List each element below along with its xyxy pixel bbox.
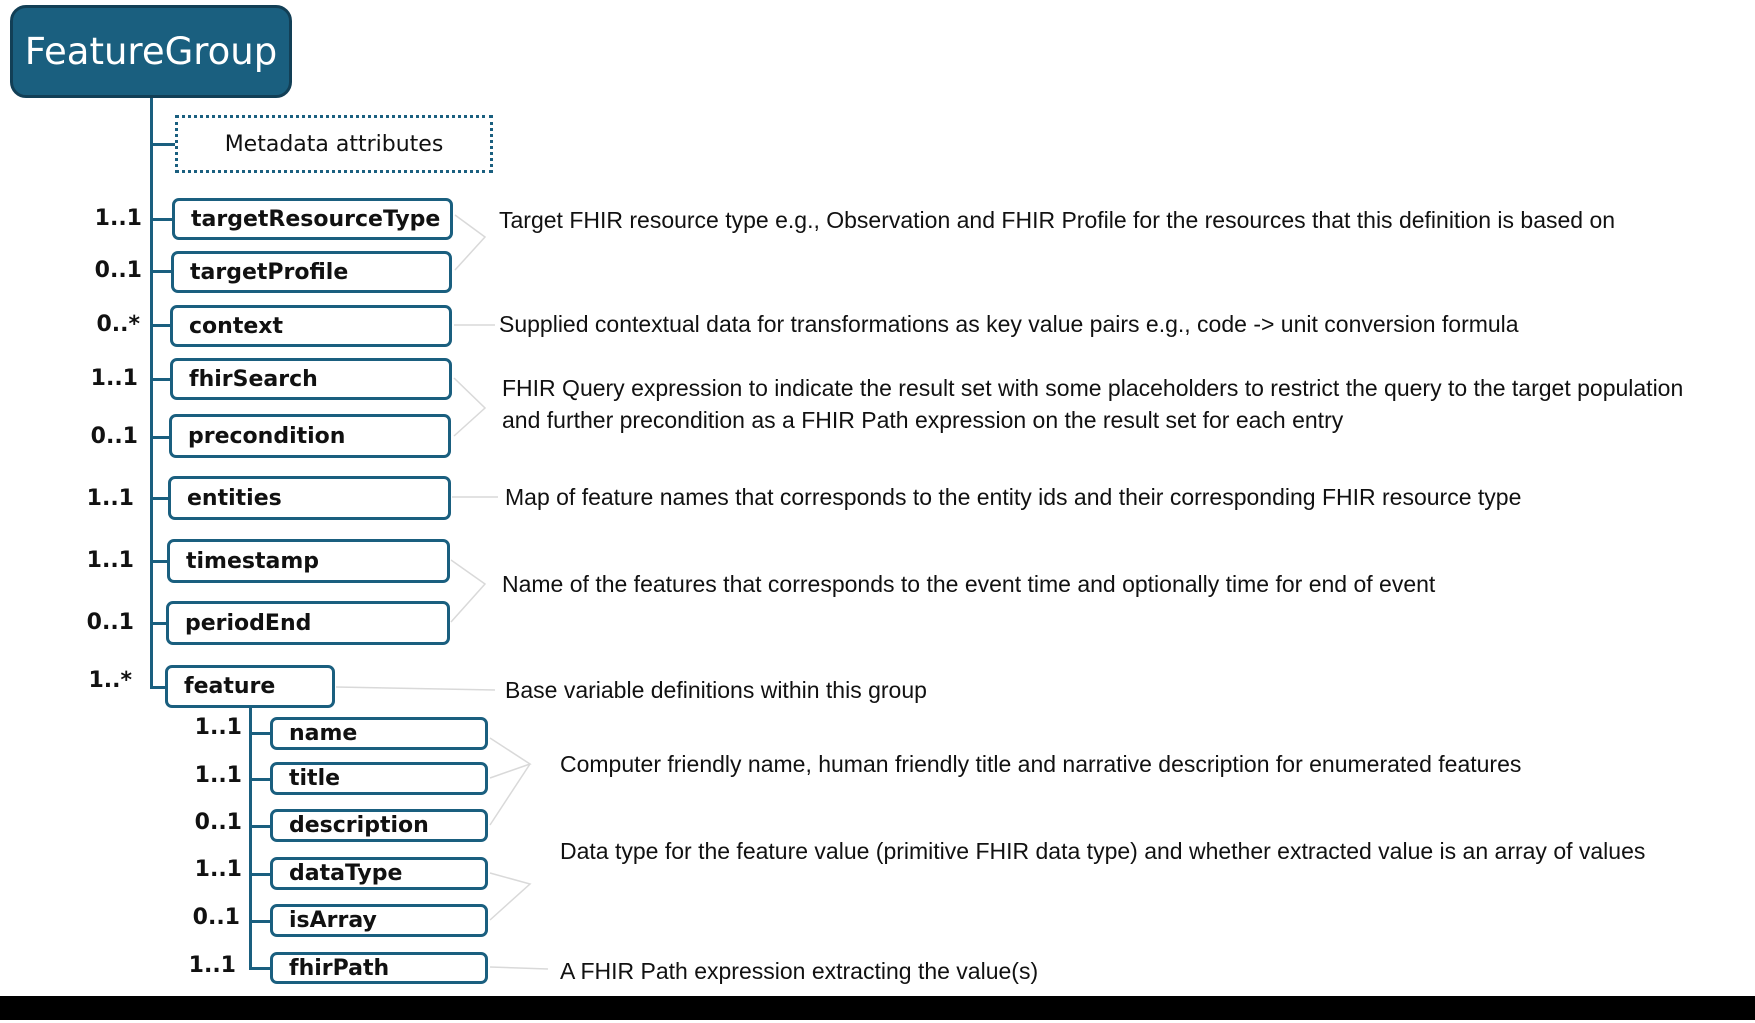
cardinality-label: 0..1 <box>94 258 142 283</box>
description-feature: Base variable definitions within this group <box>505 677 927 703</box>
element-dataType: dataType <box>270 857 488 890</box>
element-title: title <box>270 762 488 795</box>
cardinality-label: 1..1 <box>86 548 134 573</box>
element-targetProfile: targetProfile <box>171 251 452 293</box>
cardinality-label: 0..1 <box>90 424 138 449</box>
description-datatype: Data type for the feature value (primitive FHIR data type) and whether extracted value is an array of values <box>560 838 1646 864</box>
element-fhirPath: fhirPath <box>270 952 488 984</box>
element-periodEnd: periodEnd <box>166 601 450 645</box>
element-context: context <box>170 305 452 347</box>
cardinality-label: 1..1 <box>194 715 242 740</box>
bottom-bar <box>0 996 1755 1020</box>
cardinality-label: 1..1 <box>90 366 138 391</box>
element-targetResourceType: targetResourceType <box>172 198 453 240</box>
cardinality-label: 1..1 <box>188 953 236 978</box>
element-precondition: precondition <box>169 414 451 458</box>
description-fhirpath: A FHIR Path expression extracting the value(s) <box>560 958 1039 984</box>
feature-group-root-node: FeatureGroup <box>10 5 292 98</box>
cardinality-label: 1..1 <box>194 763 242 788</box>
element-isArray: isArray <box>270 904 488 937</box>
cardinality-label: 0..1 <box>194 810 242 835</box>
cardinality-label: 0..* <box>96 312 140 337</box>
element-timestamp: timestamp <box>167 539 450 583</box>
cardinality-label: 1..* <box>88 668 132 693</box>
cardinality-label: 0..1 <box>192 905 240 930</box>
element-fhirSearch: fhirSearch <box>170 358 452 400</box>
metadata-attributes-box: Metadata attributes <box>175 115 493 173</box>
description-timestamp: Name of the features that corresponds to the event time and optionally time for end of event <box>502 571 1436 597</box>
description-entities: Map of feature names that corresponds to the entity ids and their corresponding FHIR resource type <box>505 484 1522 510</box>
cardinality-label: 1..1 <box>194 857 242 882</box>
cardinality-label: 1..1 <box>94 206 142 231</box>
description-target-resource: Target FHIR resource type e.g., Observation and FHIR Profile for the resources that this definition is based on <box>499 207 1616 233</box>
element-entities: entities <box>168 476 451 520</box>
element-name: name <box>270 717 488 750</box>
description-fhir-search: FHIR Query expression to indicate the result set with some placeholders to restrict the query to the target population and further precondition as a FHIR Path expression on the result set for each entry <box>502 375 1684 433</box>
element-description: description <box>270 809 488 842</box>
element-feature: feature <box>165 665 335 708</box>
cardinality-label: 0..1 <box>86 610 134 635</box>
cardinality-label: 1..1 <box>86 486 134 511</box>
description-context: Supplied contextual data for transformations as key value pairs e.g., code -> unit conversion formula <box>499 311 1519 337</box>
description-name-title: Computer friendly name, human friendly title and narrative description for enumerated features <box>560 751 1522 777</box>
